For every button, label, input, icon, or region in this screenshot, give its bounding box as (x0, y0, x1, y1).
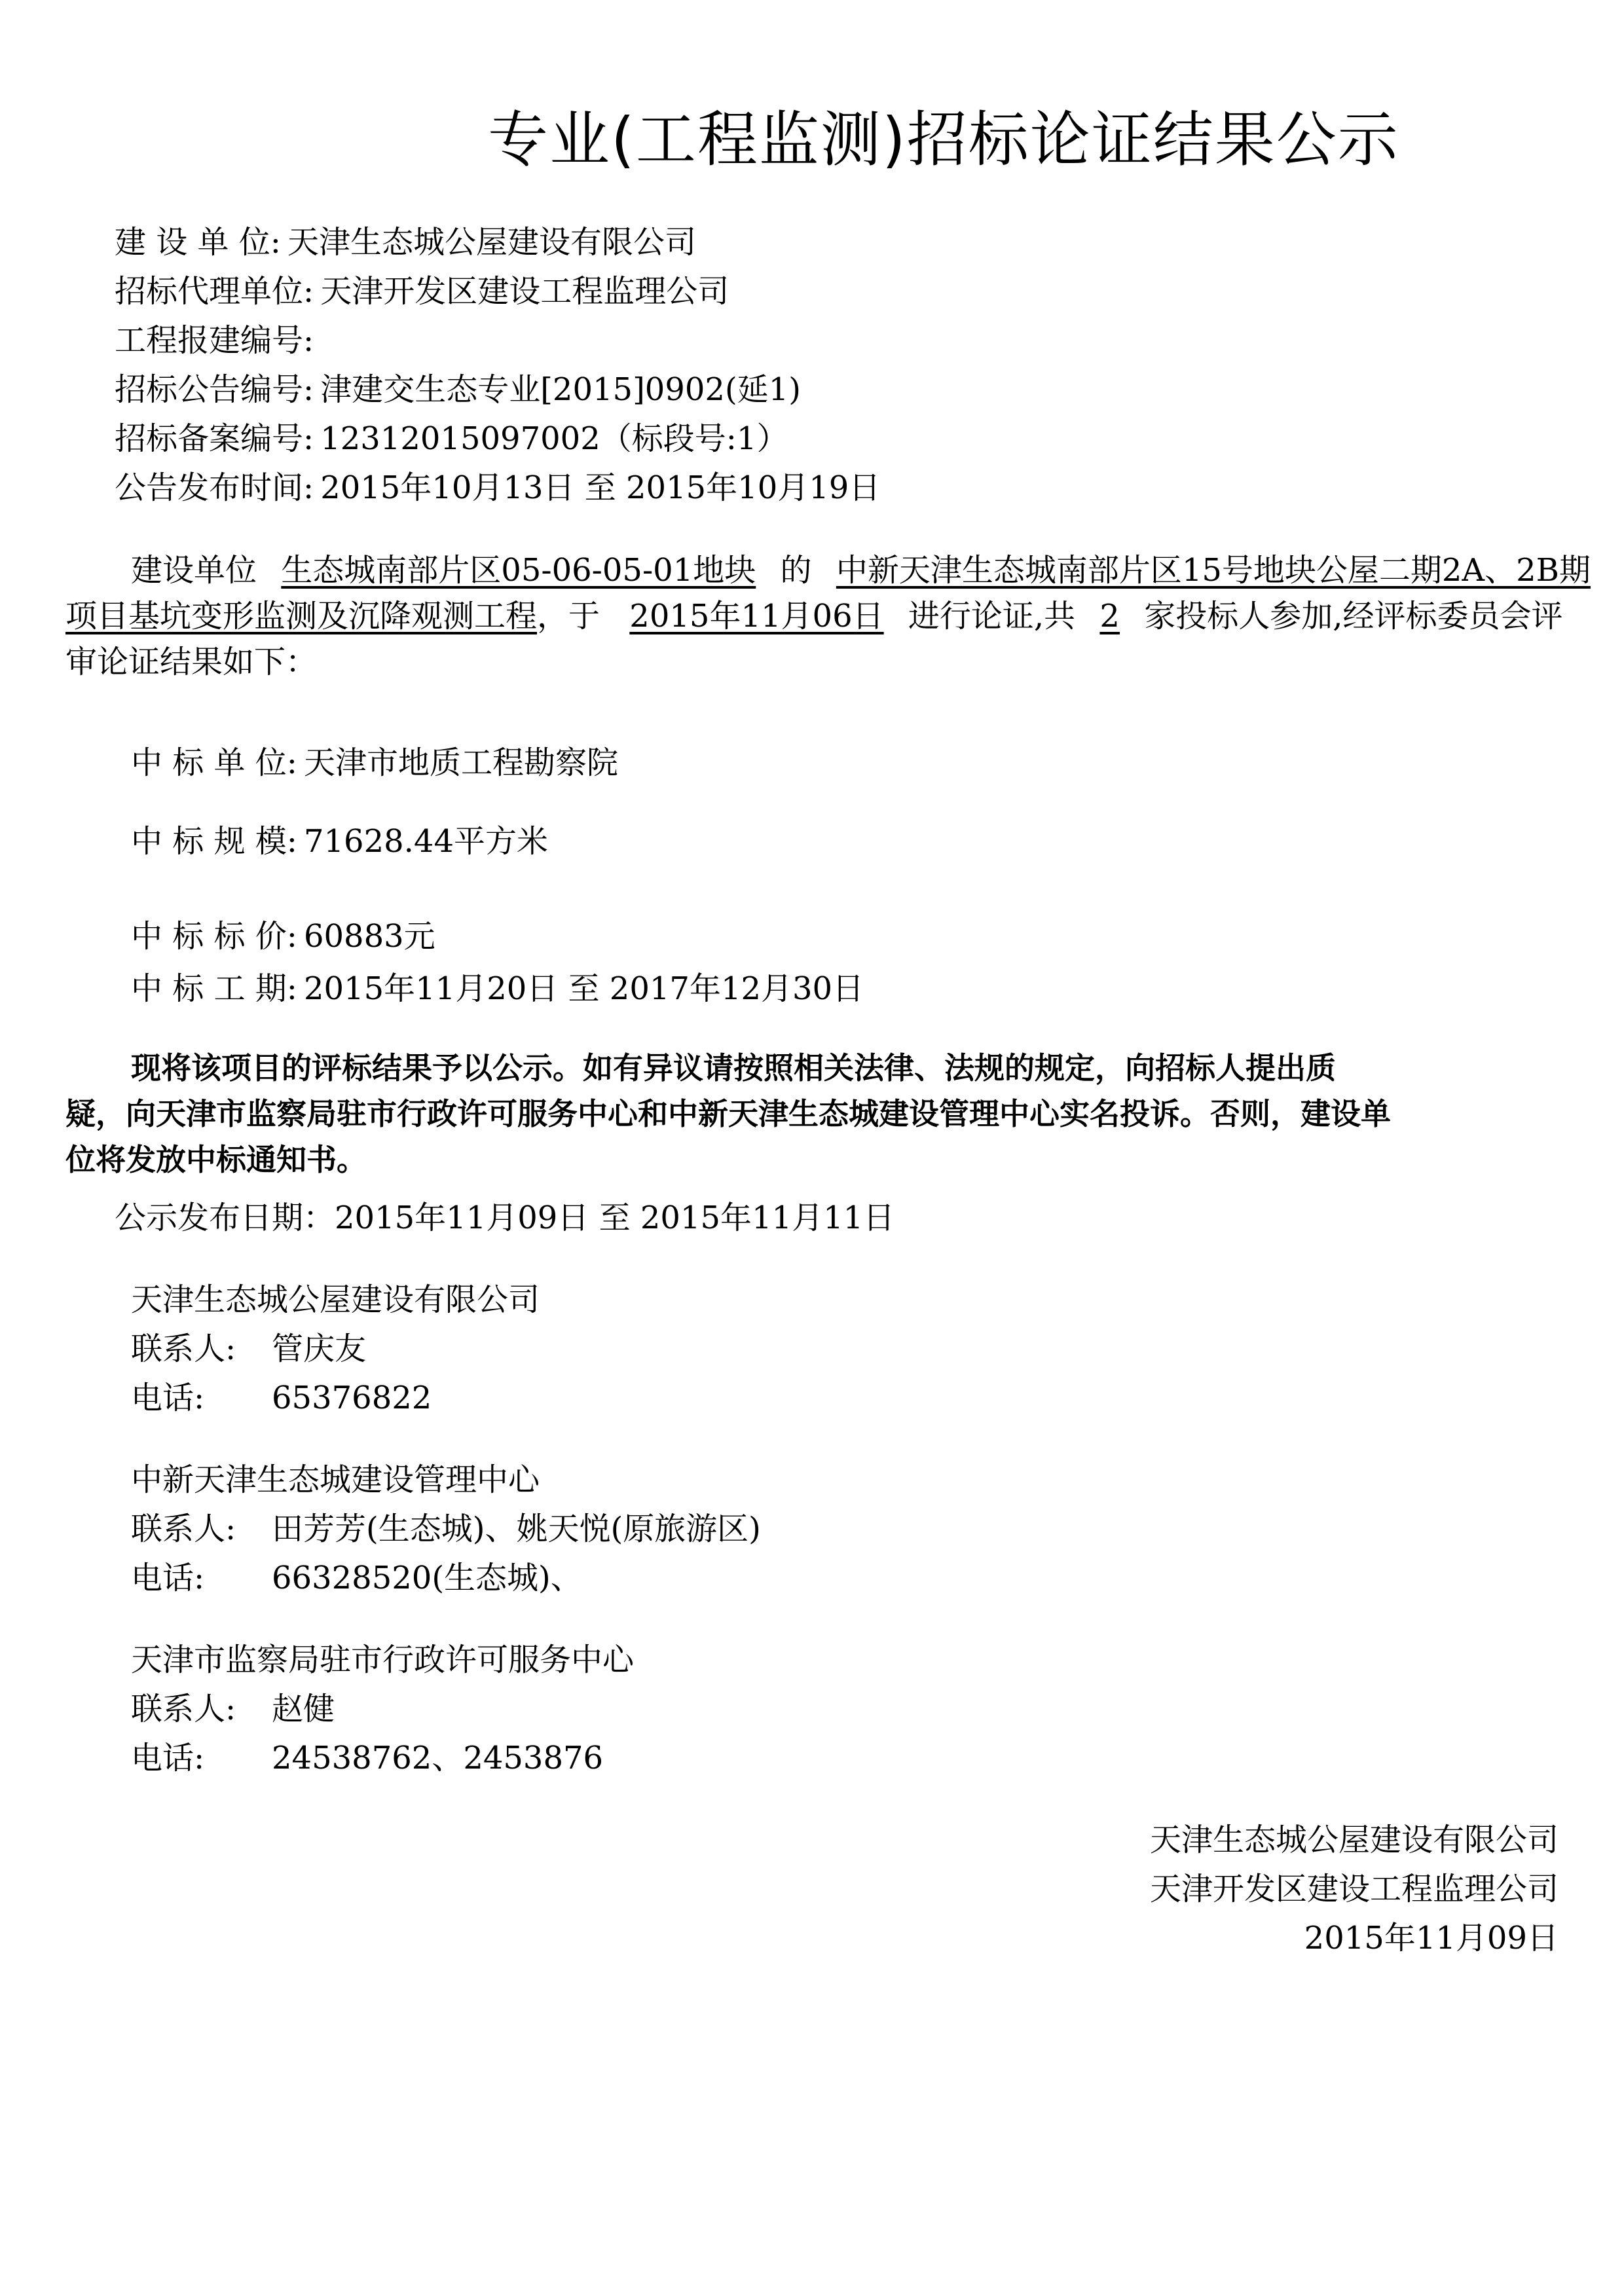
signature-agent: 天津开发区建设工程监理公司 (1149, 1871, 1559, 1907)
info-row-record-no (115, 419, 788, 458)
signature-date: 2015年11月09日 (1304, 1920, 1559, 1956)
contact-label: 电话: (131, 1380, 205, 1416)
notice-line-2: 疑，向天津市监察局驻市行政许可服务中心和中新天津生态城建设管理中心实名投诉。否则，建设单 (65, 1096, 1391, 1131)
contact-person-row (131, 1509, 761, 1549)
contact-person: 管庆友 (272, 1331, 367, 1367)
notice-line-1: 现将该项目的评标结果予以公示。如有异议请按照相关法律、法规的规定，向招标人提出质 (131, 1050, 1336, 1086)
intro-count: 2 (1099, 598, 1120, 634)
info-value: 天津开发区建设工程监理公司 (320, 273, 729, 310)
intro-text: ，于 (537, 598, 600, 634)
result-row-winner (131, 743, 618, 782)
result-row-period (131, 969, 864, 1008)
info-label: 招标代理单位: (115, 273, 314, 310)
intro-unit: 生态城南部片区05-06-05-01地块 (281, 552, 756, 589)
info-value: 12312015097002（标段号:1） (320, 420, 788, 457)
info-value: 天津生态城公屋建设有限公司 (287, 224, 696, 261)
info-label: 工程报建编号: (115, 322, 314, 359)
contact-org: 天津生态城公屋建设有限公司 (131, 1281, 540, 1318)
result-label: 中 标 规 模: (131, 823, 297, 860)
intro-text: 家投标人参加,经评标委员会评 (1144, 598, 1563, 634)
info-value: 津建交生态专业[2015]0902(延1) (320, 371, 801, 408)
contact-phone: 24538762、2453876 (272, 1740, 604, 1776)
intro-line-1 (131, 547, 1591, 594)
info-value: 2015年10月13日 至 2015年10月19日 (320, 469, 881, 506)
contact-label: 电话: (131, 1560, 205, 1596)
publish-date: 公示发布日期：2015年11月09日 至 2015年11月11日 (115, 1200, 895, 1236)
info-label: 建 设 单 位: (115, 224, 281, 261)
info-row-builder (115, 223, 696, 262)
intro-text: 的 (780, 552, 812, 589)
contact-phone: 66328520(生态城)、 (272, 1560, 582, 1596)
page-title: 专业(工程监测)招标论证结果公示 (488, 105, 1399, 175)
intro-text: 审论证结果如下： (65, 644, 318, 680)
contact-org: 中新天津生态城建设管理中心 (131, 1461, 540, 1498)
result-value: 天津市地质工程勘察院 (303, 744, 618, 781)
result-value: 71628.44平方米 (303, 823, 548, 860)
intro-text: 进行论证,共 (908, 598, 1076, 634)
contact-phone-row (131, 1738, 603, 1778)
signature-builder: 天津生态城公屋建设有限公司 (1149, 1822, 1559, 1858)
contact-org: 天津市监察局驻市行政许可服务中心 (131, 1642, 635, 1678)
intro-text: 建设单位 (131, 552, 257, 589)
contact-phone: 65376822 (272, 1380, 432, 1416)
info-label: 公告发布时间: (115, 469, 314, 506)
result-value: 60883元 (303, 918, 435, 955)
intro-project: 中新天津生态城南部片区15号地块公屋二期2A、2B期 (836, 552, 1591, 589)
result-label: 中 标 标 价: (131, 918, 297, 955)
contact-person-row (131, 1689, 335, 1729)
info-row-report-no (115, 321, 320, 360)
intro-date: 2015年11月06日 (629, 598, 884, 634)
contact-phone-row (131, 1378, 432, 1418)
info-row-publish-time (115, 468, 880, 507)
info-label: 招标备案编号: (115, 420, 314, 457)
contact-person: 赵健 (272, 1691, 335, 1727)
contact-label: 电话: (131, 1740, 205, 1776)
result-row-scale (131, 822, 548, 861)
contact-label: 联系人: (131, 1691, 236, 1727)
intro-line-3 (65, 638, 317, 686)
intro-line-2 (65, 593, 1563, 640)
info-row-notice-no (115, 370, 801, 409)
result-label: 中 标 单 位: (131, 744, 297, 781)
contact-person-row (131, 1329, 366, 1368)
intro-project: 项目基坑变形监测及沉降观测工程 (65, 598, 538, 634)
contact-label: 联系人: (131, 1511, 236, 1547)
contact-person: 田芳芳(生态城)、姚天悦(原旅游区) (272, 1511, 761, 1547)
contact-phone-row (131, 1558, 582, 1598)
info-row-agent (115, 272, 729, 311)
info-label: 招标公告编号: (115, 371, 314, 408)
result-label: 中 标 工 期: (131, 970, 297, 1007)
notice-line-3: 位将发放中标通知书。 (65, 1142, 367, 1177)
result-row-price (131, 917, 435, 956)
result-value: 2015年11月20日 至 2017年12月30日 (303, 970, 864, 1007)
contact-label: 联系人: (131, 1331, 236, 1367)
